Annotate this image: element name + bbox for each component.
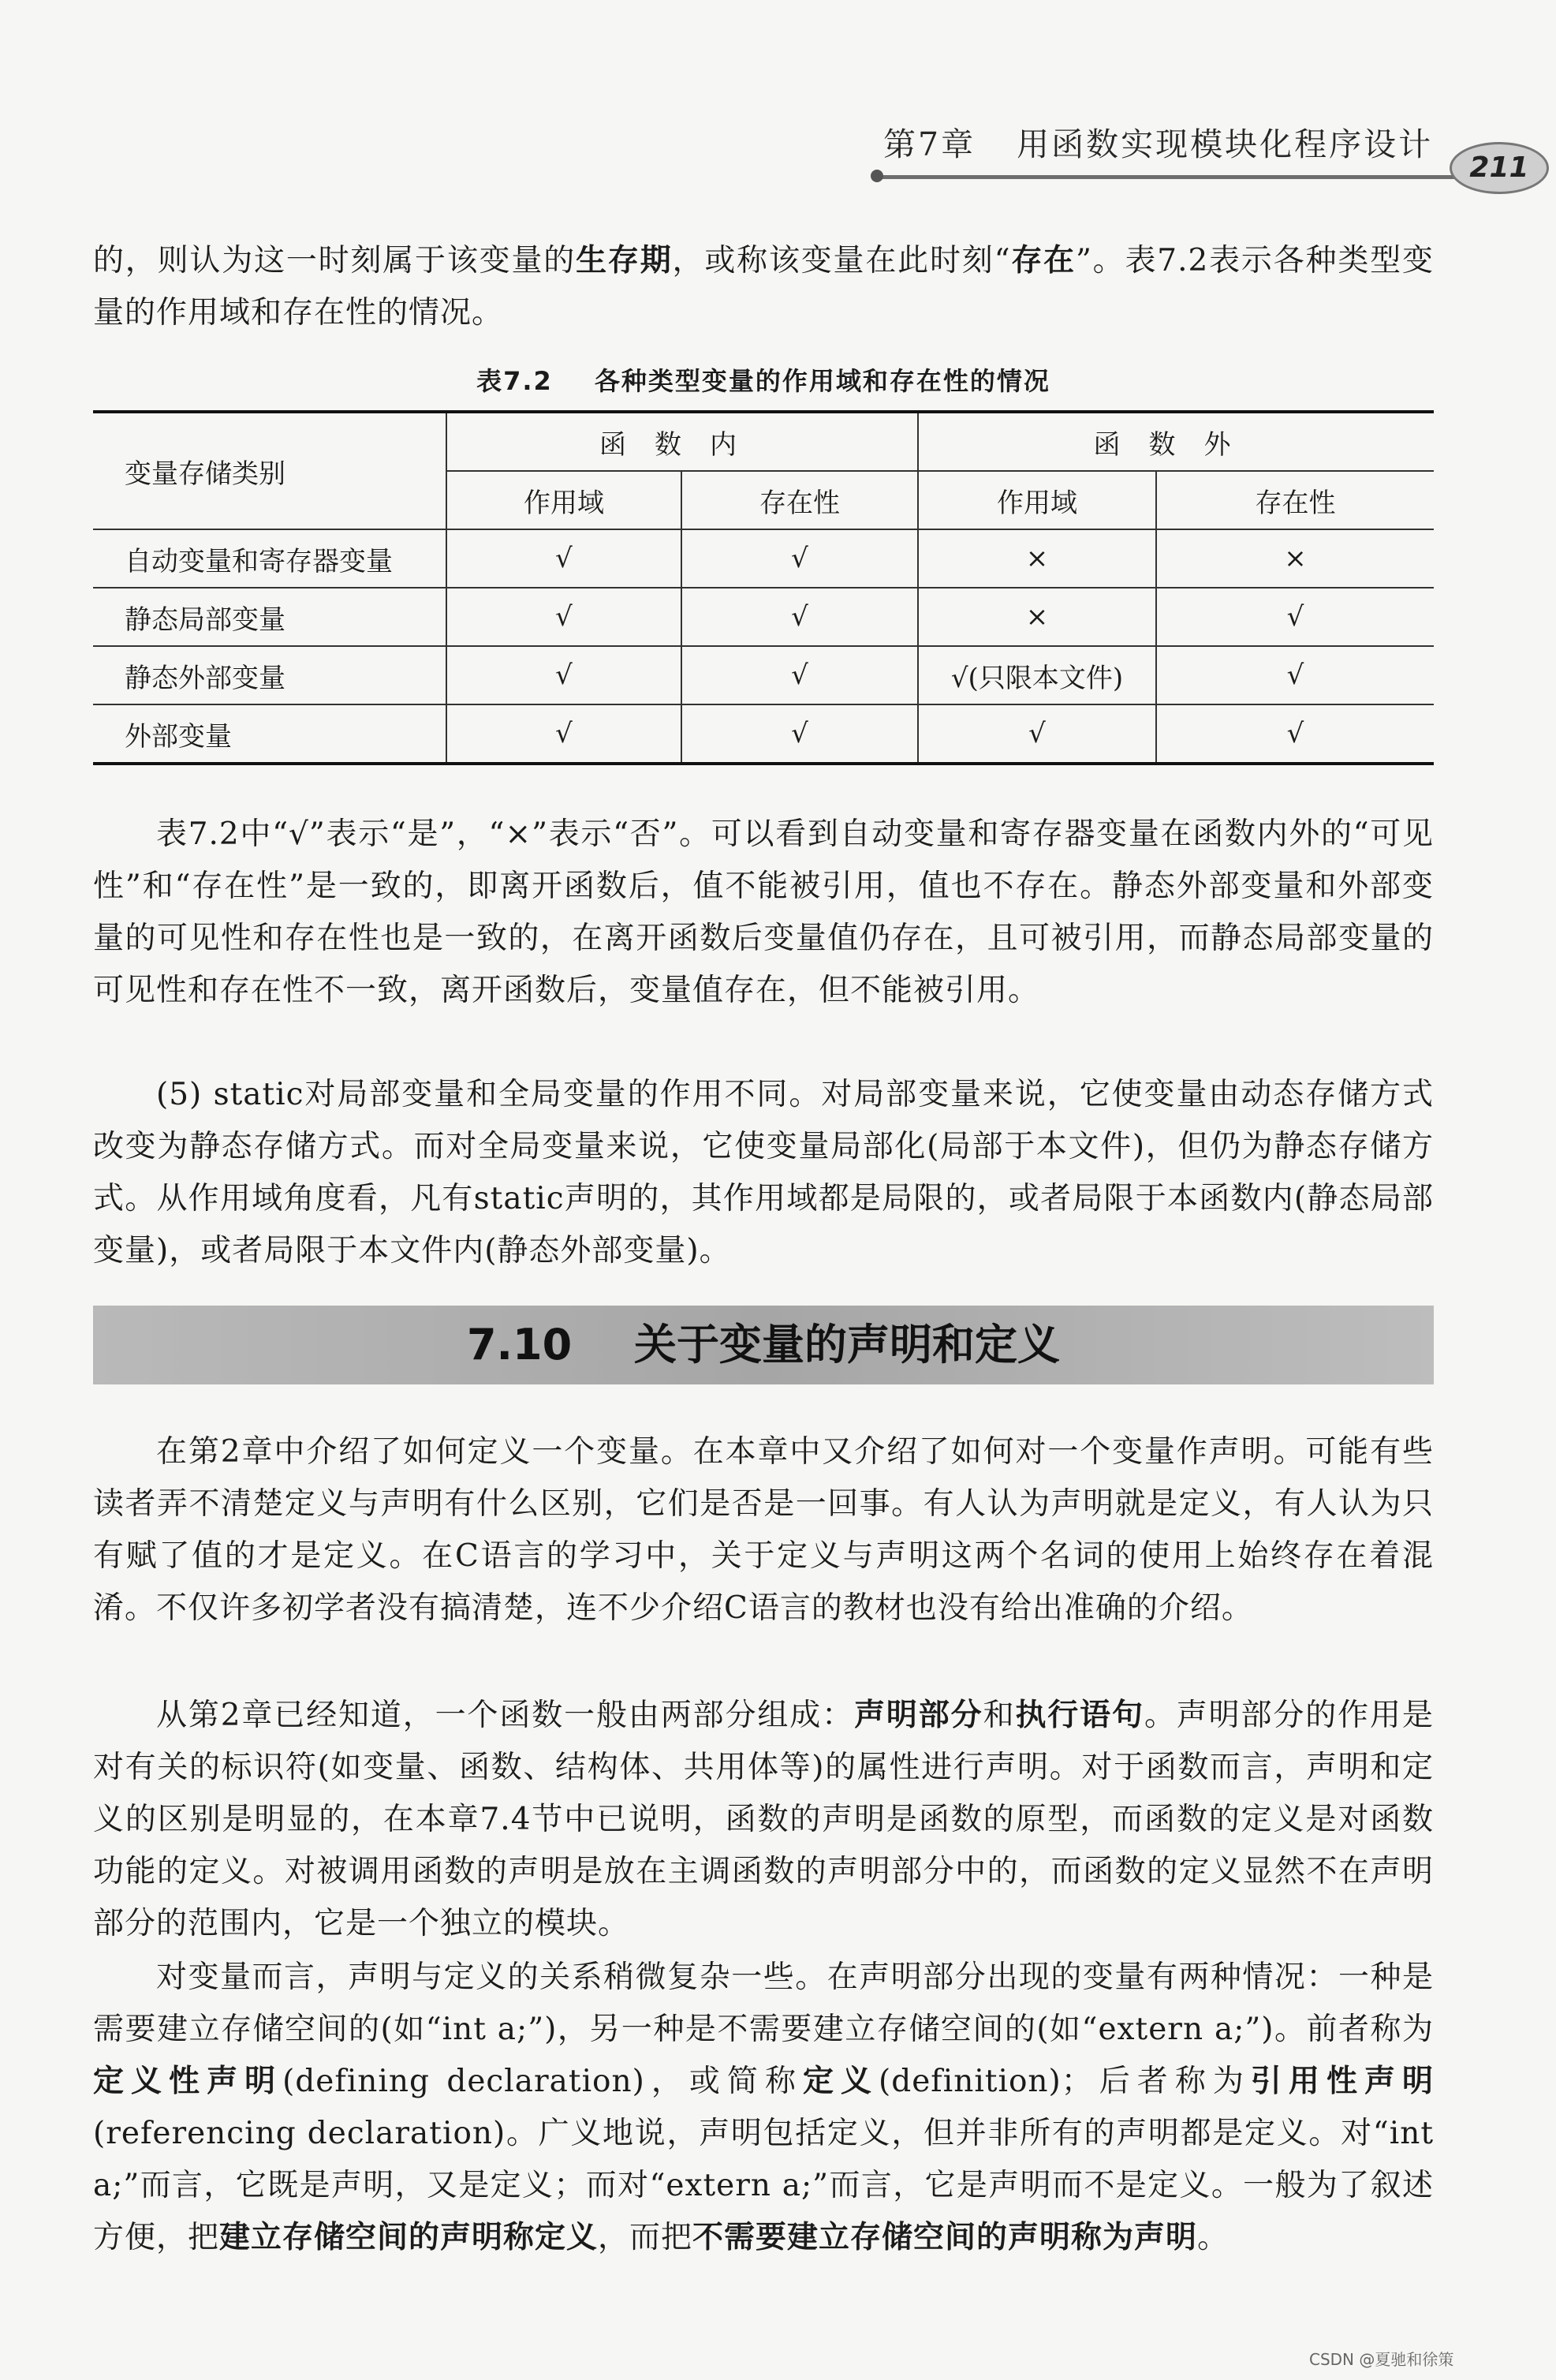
cell: √ [681,704,918,764]
section-title: 关于变量的声明和定义 [634,1320,1061,1369]
cell: √ [681,646,918,704]
cell: √ [681,529,918,588]
table-row [93,646,1434,704]
cell: √ [1156,588,1434,646]
cell: √ [446,529,681,588]
cell: × [1156,529,1434,588]
cell: √ [1156,646,1434,704]
table-caption-number: 表7.2 [476,366,553,396]
header-existence-inside: 存在性 [681,471,918,529]
paragraph-function-declaration: 从第2章已经知道，一个函数一般由两部分组成：声明部分和执行语句。声明部分的作用是对有关的标识符(如变量、函数、结构体、共用体等)的属性进行声明。对于函数而言，声明和定义的区别是明显的，在本章7.4节中已说明，函数的声明是函数的原型，而函数的定义是对函数功能的定义。对被调用函数的声明是放在主调函数的声明部分中的，而函数的定义显然不在声明部分的范围内，它是一个独立的模块。 [93,1698,1434,1941]
section-number: 7.10 [466,1320,573,1369]
header-outside-function: 函数外 [918,412,1434,471]
table-row [93,588,1434,646]
cell: √ [446,588,681,646]
table-row [93,704,1434,764]
cell: √ [918,704,1156,764]
table-caption [93,361,1434,398]
section-heading [93,1313,1434,1377]
paragraph-intro-declaration: 在第2章中介绍了如何定义一个变量。在本章中又介绍了如何对一个变量作声明。可能有些读者弄不清楚定义与声明有什么区别，它们是否是一回事。有人认为声明就是定义，有人认为只有赋了值的才是定义。在C语言的学习中，关于定义与声明这两个名词的使用上始终存在着混淆。不仅许多初学者没有搞清楚，连不少介绍C语言的教材也没有给出准确的介绍。 [93,1434,1434,1626]
header-scope-outside: 作用域 [918,471,1156,529]
running-header [883,118,1435,165]
header-inside-function: 函数内 [446,412,918,471]
row-label: 外部变量 [93,704,446,764]
table-row [93,529,1434,588]
table-caption-text: 各种类型变量的作用域和存在性的情况 [594,366,1050,396]
chapter-label: 第7章 [883,125,976,163]
table-header-row [93,412,1434,471]
header-scope-inside: 作用域 [446,471,681,529]
paragraph-table-explanation: 表7.2中“√”表示“是”，“×”表示“否”。可以看到自动变量和寄存器变量在函数内外的“可见性”和“存在性”是一致的，即离开函数后，值不能被引用，值也不存在。静态外部变量和外部变量的可见性和存在性也是一致的，在离开函数后变量值仍存在，且可被引用，而静态局部变量的可见性和存在性不一致，离开函数后，变量值存在，但不能被引用。 [93,816,1434,1008]
header-storage-class: 变量存储类别 [93,412,446,529]
paragraph-variable-declaration: 对变量而言，声明与定义的关系稍微复杂一些。在声明部分出现的变量有两种情况：一种是需要建立存储空间的(如“int a;”)，另一种是不需要建立存储空间的(如“extern a;”)。前者称为定义性声明(defining declaration)，或简称定义(definition)；后者称为引用性声明(referencing declaration)。广义地说，声明包括定义，但并非所有的声明都是定义。对“int a;”而言，它既是声明，又是定义；而对“extern a;”而言，它是声明而不是定义。一般为了叙述方便，把建立存储空间的声明称定义，而把不需要建立存储空间的声明称为声明。 [93,1960,1434,2255]
cell: √ [446,704,681,764]
cell: √ [1156,704,1434,764]
paragraph-static: (5) static对局部变量和全局变量的作用不同。对局部变量来说，它使变量由动态存储方式改变为静态存储方式。而对全局变量来说，它使变量局部化(局部于本文件)，但仍为静态存储方式。从作用域角度看，凡有static声明的，其作用域都是局限的，或者局限于本函数内(静态局部变量)，或者局限于本文件内(静态外部变量)。 [93,1077,1434,1268]
storage-class-table [93,410,1434,765]
watermark: CSDN @夏驰和徐策 [1309,2350,1454,2369]
cell: √ [681,588,918,646]
intro-paragraph: 的，则认为这一时刻属于该变量的生存期，或称该变量在此时刻“存在”。表7.2表示各种类型变量的作用域和存在性的情况。 [93,243,1434,331]
header-rule [875,175,1475,179]
row-label: 静态外部变量 [93,646,446,704]
cell: × [918,588,1156,646]
row-label: 自动变量和寄存器变量 [93,529,446,588]
page-number: 211 [1450,142,1549,194]
cell: × [918,529,1156,588]
row-label: 静态局部变量 [93,588,446,646]
header-existence-outside: 存在性 [1156,471,1434,529]
chapter-title: 用函数实现模块化程序设计 [1017,125,1434,163]
header-dot [871,170,883,182]
cell: √ [446,646,681,704]
cell: √(只限本文件) [918,646,1156,704]
